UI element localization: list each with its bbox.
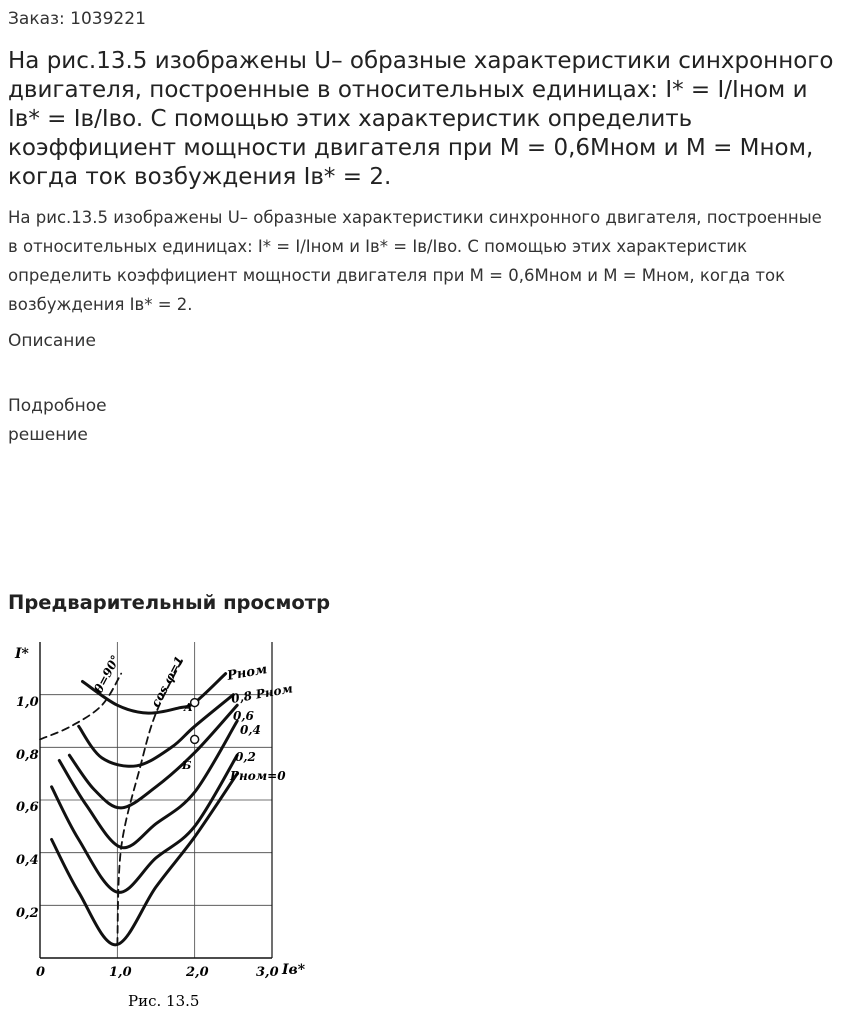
- y-tick-1-0: 1,0: [16, 695, 39, 710]
- series-line-5: [52, 774, 238, 945]
- curve-label-0-6: 0,6: [233, 709, 254, 723]
- cos-phi-label: cos φ=1: [148, 653, 187, 710]
- series-line-4: [52, 755, 238, 892]
- curve-label-0-8: 0,8 Pном: [230, 681, 294, 706]
- chart-point-1: [191, 735, 199, 743]
- x-tick-3-0: 3,0: [256, 965, 279, 980]
- preview-figure: [10, 636, 320, 1016]
- y-axis-label: I*: [15, 646, 29, 662]
- x-tick-2-0: 2,0: [186, 965, 209, 980]
- x-tick-1-0: 1,0: [109, 965, 132, 980]
- order-number: Заказ: 1039221: [8, 9, 146, 29]
- curve-label-0-4: 0,4: [240, 723, 261, 737]
- y-tick-0-4: 0,4: [16, 853, 39, 868]
- point-label-a: A: [184, 701, 193, 714]
- figure-caption: Рис. 13.5: [128, 992, 200, 1010]
- curve-label-pnom: Pном: [226, 662, 269, 684]
- task-description: На рис.13.5 изображены U– образные характеристики синхронного двигателя, построенные в относительных единицах: I* = I/Iном и Iв* = Iв/Iвo. С помощью этих характеристик определить коэффициент мощности двигателя при М = 0,6Мном и М = Мном, когда ток возбуждения Iв* = 2.: [8, 208, 822, 314]
- preview-title: Предварительный просмотр: [8, 591, 331, 614]
- description-link[interactable]: Описание: [8, 331, 96, 351]
- point-label-b: Б: [182, 759, 192, 772]
- curve-label-pnom-0: Pном=0: [230, 769, 286, 783]
- x-tick-0: 0: [36, 965, 46, 980]
- x-axis-label: Iв*: [282, 962, 306, 978]
- chart-curves: [40, 658, 237, 945]
- y-tick-0-2: 0,2: [16, 906, 39, 921]
- y-tick-0-6: 0,6: [16, 800, 39, 815]
- task-heading: На рис.13.5 изображены U– образные характеристики синхронного двигателя, построенные в относительных единицах: I* = I/Iном и Iв* = Iв/Iвo. С помощью этих характеристик определить коэффициент мощности двигателя при М = 0,6Мном и М = Мном, когда ток возбуждения Iв* = 2.: [8, 48, 834, 190]
- theta-label: θ=90°: [91, 652, 123, 696]
- y-tick-0-8: 0,8: [16, 748, 39, 763]
- u-curves-chart: [10, 636, 320, 1016]
- curve-label-0-2: 0,2: [235, 750, 256, 764]
- detailed-solution-link[interactable]: Подробное решение: [8, 396, 107, 445]
